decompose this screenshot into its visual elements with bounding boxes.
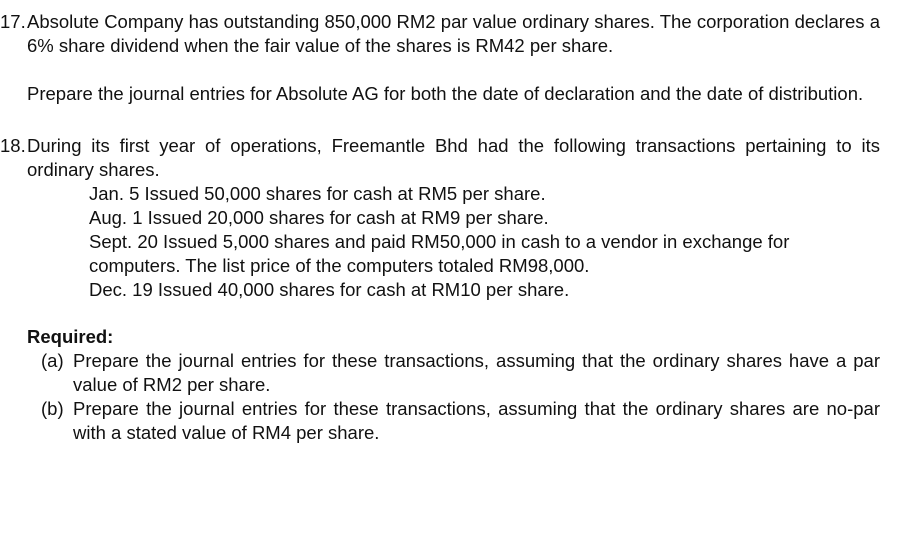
required-item-a <box>27 349 880 397</box>
required-section <box>27 325 880 445</box>
question-17 <box>0 10 880 106</box>
required-item-b <box>27 397 880 445</box>
required-item-text: Prepare the journal entries for these transactions, assuming that the ordinary shares have a par value of RM2 per share. <box>73 350 880 395</box>
transaction-list <box>27 182 880 302</box>
transaction-item: Jan. 5 Issued 50,000 shares for cash at RM5 per share. <box>89 183 546 204</box>
document-page <box>0 10 880 445</box>
transaction-item: Aug. 1 Issued 20,000 shares for cash at RM9 per share. <box>89 207 549 228</box>
question-paragraph: Absolute Company has outstanding 850,000 RM2 par value ordinary shares. The corporation declares a 6% share dividend when the fair value of the shares is RM42 per share. <box>27 11 880 56</box>
required-heading: Required: <box>27 326 114 347</box>
required-item-text: Prepare the journal entries for these transactions, assuming that the ordinary shares are no-par with a stated value of RM4 per share. <box>73 398 880 443</box>
question-number: 18. <box>0 135 26 156</box>
question-instruction: Prepare the journal entries for Absolute AG for both the date of declaration and the date of distribution. <box>27 83 864 104</box>
transaction-item: Dec. 19 Issued 40,000 shares for cash at RM10 per share. <box>89 279 570 300</box>
transaction-item: Sept. 20 Issued 5,000 shares and paid RM50,000 in cash to a vendor in exchange for computers. The list price of the computers totaled RM98,000. <box>89 231 790 276</box>
required-item-letter: (b) <box>41 398 64 419</box>
question-18 <box>0 134 880 445</box>
question-intro: During its first year of operations, Freemantle Bhd had the following transactions pertaining to its ordinary shares. <box>27 135 880 180</box>
question-number: 17. <box>0 11 26 32</box>
required-item-letter: (a) <box>41 350 64 371</box>
